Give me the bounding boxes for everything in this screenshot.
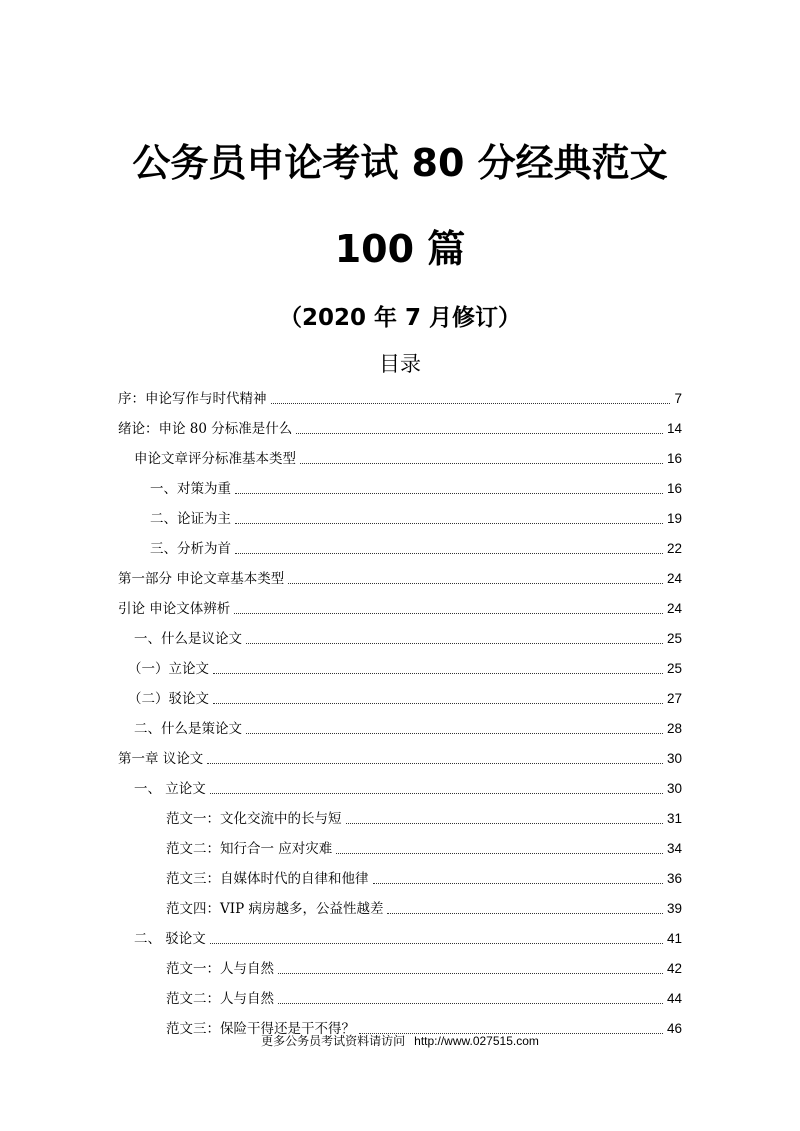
toc-entry-title: 二、论证为主 (150, 511, 231, 527)
toc-entry-title: 引论 申论文体辨析 (118, 601, 231, 617)
toc-entry-page-number: 14 (666, 421, 682, 436)
toc-dot-leader (373, 883, 663, 884)
toc-entry-page-number: 16 (666, 451, 682, 466)
toc-dot-leader (213, 673, 663, 674)
document-title-line2: 100 篇 (334, 227, 466, 272)
toc-entry-title: 范文三：自媒体时代的自律和他律 (166, 871, 369, 887)
footer-text: 更多公务员考试资料请访问 (261, 1034, 406, 1048)
toc-entry[interactable] (118, 922, 682, 952)
toc-entry-title: 二、什么是策论文 (134, 721, 242, 737)
toc-entry[interactable] (118, 802, 682, 832)
toc-dot-leader (346, 823, 663, 824)
toc-entry[interactable] (118, 412, 682, 442)
toc-entry-title: 第一章 议论文 (118, 751, 204, 767)
toc-entry-title: 范文一：人与自然 (166, 961, 274, 977)
toc-entry-title: 范文四：VIP 病房越多，公益性越差 (166, 901, 384, 917)
toc-entry[interactable] (118, 592, 682, 622)
toc-dot-leader (210, 943, 663, 944)
toc-entry[interactable] (118, 652, 682, 682)
toc-entry-title: （二）驳论文 (128, 691, 209, 707)
toc-entry-title: 范文二：知行合一 应对灾难 (166, 841, 333, 857)
toc-entry-page-number: 24 (666, 601, 682, 616)
toc-dot-leader (246, 733, 663, 734)
toc-entry-title: 绪论：申论 80 分标准是什么 (118, 421, 293, 437)
toc-entry[interactable] (118, 682, 682, 712)
toc-entry[interactable] (118, 982, 682, 1012)
toc-entry-page-number: 24 (666, 571, 682, 586)
toc-entry-page-number: 41 (666, 931, 682, 946)
toc-entry-title: 范文三：保险干得还是干不得？ (166, 1021, 355, 1037)
toc-entry-title: 三、分析为首 (150, 541, 231, 557)
toc-entry[interactable] (118, 532, 682, 562)
toc-entry-title: 序：申论写作与时代精神 (118, 391, 267, 407)
toc-entry-title: 范文二：人与自然 (166, 991, 274, 1007)
toc-dot-leader (210, 793, 663, 794)
toc-dot-leader (336, 853, 663, 854)
toc-dot-leader (278, 973, 663, 974)
toc-entry[interactable] (118, 892, 682, 922)
toc-entry[interactable] (118, 862, 682, 892)
toc-entry-page-number: 44 (666, 991, 682, 1006)
toc-entry[interactable] (118, 472, 682, 502)
toc-entry[interactable] (118, 562, 682, 592)
toc-dot-leader (235, 553, 663, 554)
toc-entry-title: 范文一：文化交流中的长与短 (166, 811, 342, 827)
toc-entry-page-number: 25 (666, 631, 682, 646)
toc-entry[interactable] (118, 772, 682, 802)
toc-entry-page-number: 28 (666, 721, 682, 736)
toc-entry[interactable] (118, 712, 682, 742)
toc-dot-leader (300, 463, 663, 464)
toc-entry-page-number: 30 (666, 781, 682, 796)
toc-entry[interactable] (118, 952, 682, 982)
toc-dot-leader (288, 583, 663, 584)
toc-dot-leader (235, 493, 663, 494)
toc-entry[interactable] (118, 442, 682, 472)
toc-entry-page-number: 27 (666, 691, 682, 706)
toc-dot-leader (213, 703, 663, 704)
toc-entry-page-number: 16 (666, 481, 682, 496)
toc-dot-leader (235, 523, 663, 524)
toc-entry-page-number: 19 (666, 511, 682, 526)
toc-entry-page-number: 42 (666, 961, 682, 976)
page-footer (0, 1032, 800, 1050)
toc-heading: 目录 (379, 352, 421, 376)
toc-entry-title: 第一部分 申论文章基本类型 (118, 571, 285, 587)
toc-entry-title: 申论文章评分标准基本类型 (134, 451, 296, 467)
toc-dot-leader (278, 1003, 663, 1004)
toc-entry-page-number: 46 (666, 1021, 682, 1036)
toc-dot-leader (234, 613, 663, 614)
document-subtitle: （2020 年 7 月修订） (278, 305, 522, 332)
toc-entry[interactable] (118, 832, 682, 862)
toc-dot-leader (246, 643, 663, 644)
footer-url-link[interactable]: http://www.027515.com (414, 1034, 539, 1048)
toc-entry-page-number: 30 (666, 751, 682, 766)
toc-entry-page-number: 39 (666, 901, 682, 916)
toc-dot-leader (387, 913, 663, 914)
toc-dot-leader (296, 433, 663, 434)
toc-entry-page-number: 22 (666, 541, 682, 556)
toc-entry-title: （一）立论文 (128, 661, 209, 677)
toc-entry[interactable] (118, 502, 682, 532)
toc-entry-page-number: 25 (666, 661, 682, 676)
table-of-contents (118, 382, 682, 1042)
toc-entry-page-number: 7 (674, 391, 682, 406)
document-title-line1: 公务员申论考试 80 分经典范文 (132, 141, 668, 186)
toc-entry-page-number: 36 (666, 871, 682, 886)
toc-dot-leader (207, 763, 663, 764)
toc-dot-leader (271, 403, 671, 404)
toc-entry-title: 一、对策为重 (150, 481, 231, 497)
toc-entry[interactable] (118, 742, 682, 772)
toc-entry-title: 一、 立论文 (134, 781, 206, 797)
toc-entry-page-number: 34 (666, 841, 682, 856)
toc-entry[interactable] (118, 622, 682, 652)
toc-entry-page-number: 31 (666, 811, 682, 826)
toc-entry[interactable] (118, 382, 682, 412)
toc-entry-title: 二、 驳论文 (134, 931, 206, 947)
toc-entry-title: 一、什么是议论文 (134, 631, 242, 647)
